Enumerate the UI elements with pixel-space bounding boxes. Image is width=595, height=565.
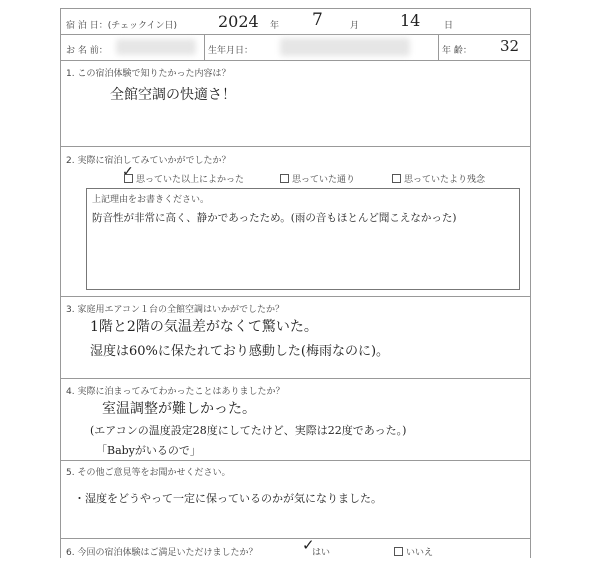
q3-answer-line2: 湿度は60%に保たれており感動した(梅雨なのに)。 <box>90 344 390 359</box>
day-unit: 日 <box>444 21 454 31</box>
rule-q4 <box>60 460 530 461</box>
rule-q1 <box>60 146 530 147</box>
rule-q5 <box>60 538 530 539</box>
birthdate-label: 生年月日： <box>208 46 254 56</box>
rule-top <box>60 8 530 9</box>
sheet-left-border <box>60 8 61 558</box>
day-value: 14 <box>400 11 421 30</box>
q2-reason-answer: 防音性が非常に高く、静かであったため。(雨の音もほとんど聞こえなかった) <box>92 212 457 224</box>
q2-option-3 <box>392 172 485 185</box>
q4-answer-line2: (エアコンの温度設定28度にしてたけど、実際は22度であった。) <box>90 424 407 437</box>
divider-name <box>204 34 205 60</box>
name-label: お 名 前： <box>66 46 108 56</box>
q6-no-label: いいえ <box>406 548 434 558</box>
q4-question: 4. 実際に泊まってみてわかったことはありましたか？ <box>66 387 285 397</box>
month-value: 7 <box>312 10 323 30</box>
birthdate-redacted <box>280 38 410 56</box>
q2-question: 2. 実際に宿泊してみていかがでしたか？ <box>66 156 231 166</box>
checkbox-icon <box>394 547 403 556</box>
q6-question: 6. 今回の宿泊体験はご満足いただけましたか？ <box>66 548 258 558</box>
q3-answer-line1: 1階と2階の気温差がなくて驚いた。 <box>90 319 318 335</box>
q4-answer-line1: 室温調整が難しかった。 <box>102 401 256 417</box>
year-value: 2024 <box>218 12 259 31</box>
age-label: 年 齢： <box>442 46 472 56</box>
month-unit: 月 <box>350 21 360 31</box>
rule-header-2 <box>60 60 530 61</box>
rule-q2 <box>60 296 530 297</box>
q6-no <box>394 545 433 558</box>
age-value: 32 <box>500 37 520 55</box>
checkbox-icon <box>280 174 289 183</box>
q2-option-3-label: 思っていたより残念 <box>404 175 486 185</box>
q4-answer-line3: 「Babyがいるので」 <box>96 444 201 457</box>
q2-checkmark: ✓ <box>122 164 134 180</box>
q2-option-1 <box>124 172 244 185</box>
q6-checkmark: ✓ <box>302 536 315 554</box>
q2-option-2 <box>280 172 355 185</box>
q3-question: 3. 家庭用エアコン１台の全館空調はいかがでしたか？ <box>66 305 284 315</box>
name-redacted <box>116 39 196 55</box>
year-unit: 年 <box>270 21 280 31</box>
rule-q3 <box>60 378 530 379</box>
survey-sheet <box>60 8 530 558</box>
q2-reason-label: 上記理由をお書きください。 <box>92 195 210 205</box>
q6-yes: はい <box>312 548 331 558</box>
sheet-right-border <box>530 8 531 558</box>
stay-date-label: 宿 泊 日：(チェックイン日) <box>66 21 178 31</box>
q2-option-1-label: 思っていた以上によかった <box>136 175 245 185</box>
q5-question: 5. その他ご意見等をお聞かせください。 <box>66 468 231 478</box>
q1-answer: 全館空調の快適さ！ <box>110 87 236 103</box>
checkbox-icon <box>392 174 401 183</box>
q2-option-2-label: 思っていた通り <box>292 175 356 185</box>
divider-birthdate <box>438 34 439 60</box>
rule-header-1 <box>60 34 530 35</box>
q1-question: 1. この宿泊体験で知りたかった内容は？ <box>66 69 231 79</box>
q5-answer: ・湿度をどうやって一定に保っているのかが気になりました。 <box>74 492 382 505</box>
checkbox-icon <box>124 174 133 183</box>
